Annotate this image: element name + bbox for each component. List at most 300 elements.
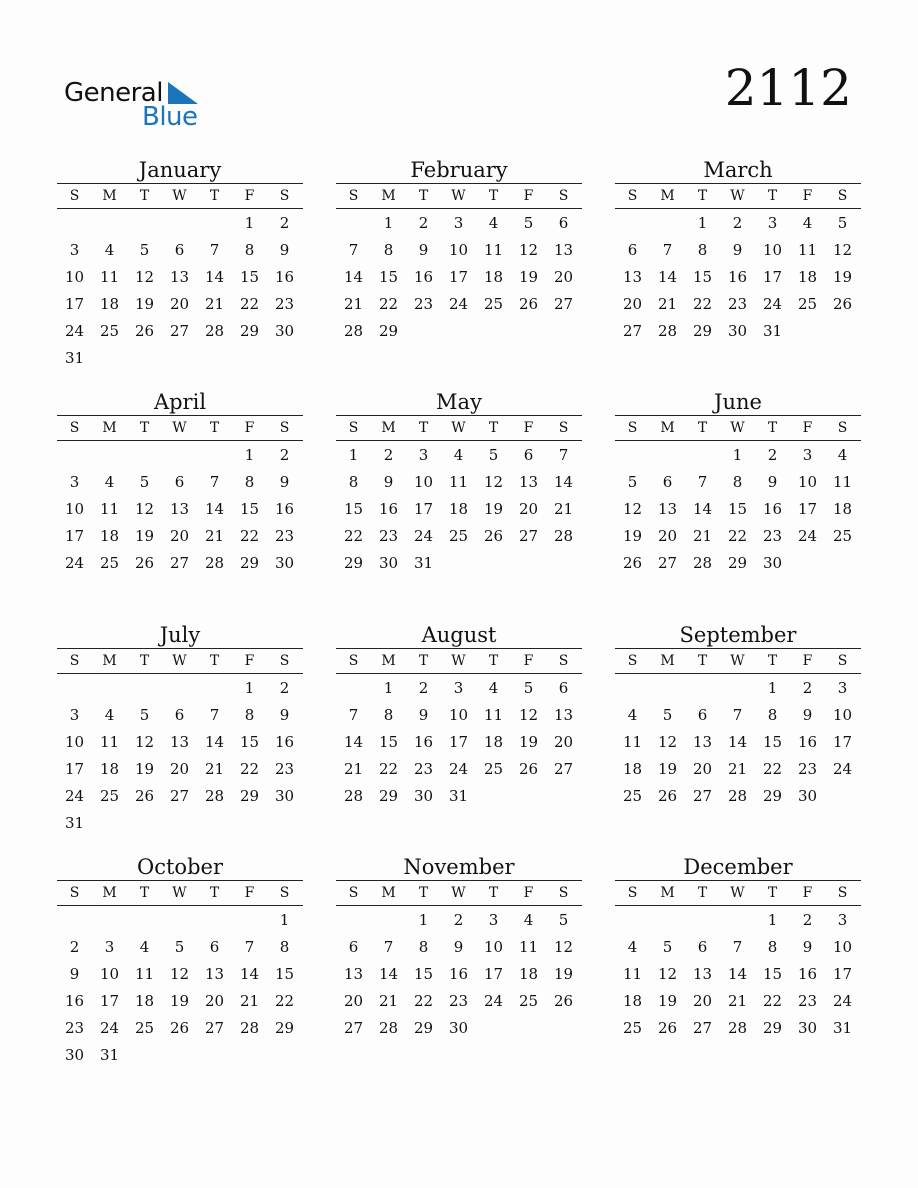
day-cell: 6 xyxy=(558,679,569,697)
weekday-label: M xyxy=(660,188,675,204)
day-cell: 9 xyxy=(279,706,290,724)
day-cell: 30 xyxy=(378,554,399,572)
day-cell: 30 xyxy=(274,554,295,572)
day-cell: 17 xyxy=(483,965,504,983)
day-cell: 25 xyxy=(832,527,853,545)
day-cell: 18 xyxy=(448,500,469,518)
day-cell: 3 xyxy=(453,679,464,697)
weekday-label: F xyxy=(244,885,255,901)
day-cell: 6 xyxy=(627,241,638,259)
weekday-label: S xyxy=(627,420,638,436)
day-cell: 23 xyxy=(797,760,818,778)
day-cell: 3 xyxy=(767,214,778,232)
day-cell: 19 xyxy=(134,760,155,778)
day-cell: 16 xyxy=(797,733,818,751)
week-row xyxy=(336,756,582,783)
weekday-label: T xyxy=(418,885,429,901)
month-title: September xyxy=(679,623,797,647)
week-row xyxy=(336,961,582,988)
day-cell: 27 xyxy=(692,1019,713,1037)
day-cell: 24 xyxy=(64,322,85,340)
weekday-label: W xyxy=(451,885,466,901)
weekday-label: W xyxy=(730,420,745,436)
day-cell: 8 xyxy=(418,938,429,956)
day-cell: 24 xyxy=(762,295,783,313)
day-cell: 20 xyxy=(204,992,225,1010)
weekday-label: T xyxy=(209,653,220,669)
empty-day-cell xyxy=(790,318,825,345)
day-cell: 20 xyxy=(169,295,190,313)
day-cell: 1 xyxy=(383,214,394,232)
day-cell: 16 xyxy=(762,500,783,518)
day-cell: 6 xyxy=(662,473,673,491)
empty-day-cell xyxy=(162,345,197,372)
week-row xyxy=(615,783,861,810)
month-title: June xyxy=(714,390,762,414)
day-cell: 9 xyxy=(802,706,813,724)
day-cell: 12 xyxy=(134,268,155,286)
day-cell: 25 xyxy=(483,760,504,778)
day-cell: 22 xyxy=(378,760,399,778)
day-cell: 15 xyxy=(378,733,399,751)
weekday-label: W xyxy=(730,653,745,669)
day-cell: 7 xyxy=(697,473,708,491)
weekday-header-row xyxy=(615,184,861,208)
day-cell: 3 xyxy=(104,938,115,956)
day-cell: 21 xyxy=(204,295,225,313)
empty-day-cell xyxy=(685,675,720,702)
week-row xyxy=(615,442,861,469)
weekday-label: T xyxy=(139,885,150,901)
week-row xyxy=(57,1042,303,1069)
day-cell: 31 xyxy=(762,322,783,340)
day-cell: 9 xyxy=(69,965,80,983)
day-cell: 3 xyxy=(837,679,848,697)
week-row xyxy=(57,264,303,291)
weekday-label: F xyxy=(523,885,534,901)
day-cell: 17 xyxy=(99,992,120,1010)
day-cell: 21 xyxy=(657,295,678,313)
day-cell: 14 xyxy=(239,965,260,983)
day-cell: 27 xyxy=(204,1019,225,1037)
day-cell: 11 xyxy=(448,473,469,491)
day-cell: 16 xyxy=(274,268,295,286)
weekday-label: M xyxy=(381,188,396,204)
day-cell: 4 xyxy=(627,938,638,956)
day-cell: 19 xyxy=(518,268,539,286)
day-cell: 11 xyxy=(99,500,120,518)
week-row xyxy=(336,702,582,729)
day-cell: 26 xyxy=(657,787,678,805)
week-row xyxy=(615,550,861,577)
empty-day-cell xyxy=(650,675,685,702)
month-january xyxy=(57,157,303,372)
day-cell: 19 xyxy=(657,760,678,778)
weekday-header-row xyxy=(336,649,582,673)
day-cell: 9 xyxy=(418,706,429,724)
day-cell: 9 xyxy=(732,241,743,259)
weekday-label: F xyxy=(523,188,534,204)
empty-day-cell xyxy=(232,345,267,372)
day-cell: 12 xyxy=(169,965,190,983)
week-row xyxy=(57,729,303,756)
day-cell: 25 xyxy=(99,554,120,572)
day-cell: 13 xyxy=(169,733,190,751)
day-cell: 14 xyxy=(204,500,225,518)
week-row xyxy=(615,237,861,264)
day-cell: 13 xyxy=(657,500,678,518)
week-row xyxy=(57,523,303,550)
empty-day-cell xyxy=(825,318,860,345)
weekday-label: S xyxy=(69,653,80,669)
day-cell: 27 xyxy=(553,295,574,313)
weekday-header-row xyxy=(57,184,303,208)
day-cell: 18 xyxy=(622,992,643,1010)
day-cell: 2 xyxy=(802,679,813,697)
day-cell: 19 xyxy=(622,527,643,545)
weekday-label: W xyxy=(451,188,466,204)
month-title: February xyxy=(410,158,508,182)
day-cell: 16 xyxy=(727,268,748,286)
day-cell: 1 xyxy=(697,214,708,232)
day-cell: 28 xyxy=(204,787,225,805)
day-cell: 7 xyxy=(348,706,359,724)
day-cell: 11 xyxy=(483,241,504,259)
weekday-label: S xyxy=(627,653,638,669)
empty-day-cell xyxy=(825,550,860,577)
day-cell: 12 xyxy=(657,733,678,751)
weekday-label: S xyxy=(837,885,848,901)
weekday-label: S xyxy=(279,653,290,669)
day-cell: 3 xyxy=(418,446,429,464)
week-row xyxy=(336,318,582,345)
empty-day-cell xyxy=(476,550,511,577)
day-cell: 1 xyxy=(767,911,778,929)
weekday-header-row xyxy=(336,416,582,440)
weekday-label: S xyxy=(627,188,638,204)
day-cell: 10 xyxy=(448,241,469,259)
day-cell: 29 xyxy=(274,1019,295,1037)
empty-day-cell xyxy=(685,442,720,469)
week-row xyxy=(615,264,861,291)
weekday-label: T xyxy=(139,653,150,669)
day-cell: 10 xyxy=(832,706,853,724)
day-cell: 21 xyxy=(239,992,260,1010)
day-cell: 26 xyxy=(134,554,155,572)
day-cell: 3 xyxy=(837,911,848,929)
empty-day-cell xyxy=(197,210,232,237)
day-cell: 3 xyxy=(802,446,813,464)
day-cell: 25 xyxy=(448,527,469,545)
week-row xyxy=(57,496,303,523)
week-row xyxy=(57,469,303,496)
day-cell: 9 xyxy=(418,241,429,259)
day-cell: 20 xyxy=(553,733,574,751)
day-cell: 28 xyxy=(343,322,364,340)
weekday-header-row xyxy=(615,881,861,905)
day-cell: 15 xyxy=(239,500,260,518)
weekday-label: T xyxy=(488,653,499,669)
day-cell: 17 xyxy=(448,733,469,751)
day-cell: 23 xyxy=(727,295,748,313)
day-cell: 27 xyxy=(169,787,190,805)
weekday-label: T xyxy=(418,653,429,669)
day-cell: 29 xyxy=(762,787,783,805)
day-cell: 10 xyxy=(99,965,120,983)
day-cell: 12 xyxy=(832,241,853,259)
day-cell: 29 xyxy=(239,787,260,805)
day-cell: 16 xyxy=(274,500,295,518)
weekday-label: T xyxy=(767,885,778,901)
empty-day-cell xyxy=(232,907,267,934)
week-row xyxy=(57,907,303,934)
day-cell: 15 xyxy=(378,268,399,286)
day-cell: 7 xyxy=(348,241,359,259)
day-cell: 28 xyxy=(553,527,574,545)
day-cell: 24 xyxy=(413,527,434,545)
day-cell: 23 xyxy=(378,527,399,545)
weekday-label: S xyxy=(348,188,359,204)
day-cell: 12 xyxy=(483,473,504,491)
empty-day-cell xyxy=(267,345,302,372)
empty-day-cell xyxy=(511,550,546,577)
day-cell: 30 xyxy=(64,1046,85,1064)
weekday-header-row xyxy=(615,649,861,673)
empty-day-cell xyxy=(441,550,476,577)
day-cell: 13 xyxy=(169,268,190,286)
month-title: May xyxy=(436,390,482,414)
day-cell: 20 xyxy=(518,500,539,518)
weekday-label: T xyxy=(209,188,220,204)
day-cell: 22 xyxy=(239,527,260,545)
empty-day-cell xyxy=(197,442,232,469)
day-cell: 10 xyxy=(762,241,783,259)
weekday-label: F xyxy=(523,653,534,669)
empty-day-cell xyxy=(336,907,371,934)
day-cell: 1 xyxy=(244,214,255,232)
week-row xyxy=(57,934,303,961)
day-cell: 26 xyxy=(483,527,504,545)
day-cell: 1 xyxy=(767,679,778,697)
day-cell: 1 xyxy=(244,446,255,464)
day-cell: 4 xyxy=(837,446,848,464)
empty-day-cell xyxy=(546,783,581,810)
day-cell: 11 xyxy=(134,965,155,983)
week-row xyxy=(57,783,303,810)
day-cell: 22 xyxy=(692,295,713,313)
day-cell: 17 xyxy=(448,268,469,286)
day-cell: 10 xyxy=(64,500,85,518)
day-cell: 18 xyxy=(99,760,120,778)
day-cell: 5 xyxy=(523,679,534,697)
day-cell: 28 xyxy=(657,322,678,340)
empty-day-cell xyxy=(267,1042,302,1069)
weekday-label: F xyxy=(523,420,534,436)
empty-day-cell xyxy=(790,550,825,577)
weekday-label: F xyxy=(802,188,813,204)
week-row xyxy=(615,210,861,237)
weekday-label: M xyxy=(660,885,675,901)
empty-day-cell xyxy=(720,675,755,702)
empty-day-cell xyxy=(441,318,476,345)
day-cell: 12 xyxy=(134,500,155,518)
week-row xyxy=(336,264,582,291)
week-row xyxy=(615,496,861,523)
day-cell: 27 xyxy=(518,527,539,545)
day-cell: 11 xyxy=(622,965,643,983)
day-cell: 2 xyxy=(732,214,743,232)
weekday-label: F xyxy=(802,420,813,436)
week-row xyxy=(57,756,303,783)
day-cell: 20 xyxy=(622,295,643,313)
day-cell: 26 xyxy=(553,992,574,1010)
day-cell: 8 xyxy=(767,938,778,956)
day-cell: 2 xyxy=(383,446,394,464)
day-cell: 23 xyxy=(762,527,783,545)
day-cell: 10 xyxy=(797,473,818,491)
day-cell: 18 xyxy=(134,992,155,1010)
day-cell: 2 xyxy=(802,911,813,929)
day-cell: 13 xyxy=(692,733,713,751)
weekday-label: W xyxy=(730,188,745,204)
day-cell: 30 xyxy=(797,1019,818,1037)
empty-day-cell xyxy=(92,675,127,702)
day-cell: 14 xyxy=(692,500,713,518)
day-cell: 13 xyxy=(553,706,574,724)
weekday-label: S xyxy=(558,420,569,436)
week-row xyxy=(615,523,861,550)
day-cell: 21 xyxy=(378,992,399,1010)
empty-day-cell xyxy=(162,1042,197,1069)
month-title: January xyxy=(138,158,222,182)
day-cell: 8 xyxy=(383,241,394,259)
day-cell: 1 xyxy=(732,446,743,464)
day-cell: 28 xyxy=(239,1019,260,1037)
day-cell: 1 xyxy=(348,446,359,464)
day-cell: 18 xyxy=(483,268,504,286)
week-row xyxy=(336,729,582,756)
empty-day-cell xyxy=(476,783,511,810)
day-cell: 19 xyxy=(518,733,539,751)
empty-day-cell xyxy=(511,318,546,345)
day-cell: 24 xyxy=(99,1019,120,1037)
day-cell: 17 xyxy=(797,500,818,518)
day-cell: 21 xyxy=(343,760,364,778)
week-row xyxy=(615,702,861,729)
week-row xyxy=(336,523,582,550)
day-cell: 9 xyxy=(279,473,290,491)
day-cell: 13 xyxy=(204,965,225,983)
day-cell: 30 xyxy=(797,787,818,805)
day-cell: 22 xyxy=(378,295,399,313)
day-cell: 16 xyxy=(64,992,85,1010)
day-cell: 28 xyxy=(204,554,225,572)
day-cell: 13 xyxy=(518,473,539,491)
empty-day-cell xyxy=(267,810,302,837)
day-cell: 4 xyxy=(139,938,150,956)
day-cell: 13 xyxy=(169,500,190,518)
week-row xyxy=(336,210,582,237)
day-cell: 7 xyxy=(732,706,743,724)
month-april xyxy=(57,389,303,577)
month-title: December xyxy=(683,855,793,879)
weekday-header-row xyxy=(336,881,582,905)
day-cell: 15 xyxy=(762,733,783,751)
empty-day-cell xyxy=(825,783,860,810)
empty-day-cell xyxy=(57,907,92,934)
weekday-header-row xyxy=(57,416,303,440)
day-cell: 26 xyxy=(518,295,539,313)
day-cell: 27 xyxy=(657,554,678,572)
day-cell: 24 xyxy=(448,295,469,313)
day-cell: 22 xyxy=(727,527,748,545)
week-row xyxy=(615,291,861,318)
week-row xyxy=(57,210,303,237)
day-cell: 26 xyxy=(518,760,539,778)
week-row xyxy=(57,1015,303,1042)
empty-day-cell xyxy=(546,318,581,345)
day-cell: 14 xyxy=(727,733,748,751)
day-cell: 16 xyxy=(378,500,399,518)
empty-day-cell xyxy=(546,1015,581,1042)
day-cell: 22 xyxy=(413,992,434,1010)
week-row xyxy=(336,496,582,523)
empty-day-cell xyxy=(92,907,127,934)
weekday-header-row xyxy=(57,881,303,905)
day-cell: 12 xyxy=(518,241,539,259)
week-row xyxy=(57,550,303,577)
weekday-label: M xyxy=(660,653,675,669)
day-cell: 14 xyxy=(727,965,748,983)
day-cell: 28 xyxy=(727,787,748,805)
day-cell: 20 xyxy=(692,760,713,778)
day-cell: 2 xyxy=(279,446,290,464)
day-cell: 28 xyxy=(692,554,713,572)
weekday-label: T xyxy=(209,885,220,901)
empty-day-cell xyxy=(650,210,685,237)
day-cell: 23 xyxy=(274,760,295,778)
day-cell: 19 xyxy=(553,965,574,983)
month-october xyxy=(57,854,303,1069)
day-cell: 12 xyxy=(553,938,574,956)
day-cell: 31 xyxy=(64,349,85,367)
day-cell: 23 xyxy=(413,760,434,778)
day-cell: 13 xyxy=(692,965,713,983)
day-cell: 17 xyxy=(832,733,853,751)
day-cell: 3 xyxy=(453,214,464,232)
day-cell: 1 xyxy=(279,911,290,929)
day-cell: 17 xyxy=(64,295,85,313)
day-cell: 9 xyxy=(453,938,464,956)
day-cell: 11 xyxy=(832,473,853,491)
logo-triangle-icon xyxy=(168,82,198,104)
weekday-label: M xyxy=(381,885,396,901)
day-cell: 14 xyxy=(204,733,225,751)
day-cell: 26 xyxy=(134,787,155,805)
day-cell: 18 xyxy=(832,500,853,518)
week-row xyxy=(615,1015,861,1042)
weekday-label: W xyxy=(172,420,187,436)
day-cell: 25 xyxy=(797,295,818,313)
weekday-label: M xyxy=(381,653,396,669)
day-cell: 2 xyxy=(453,911,464,929)
empty-day-cell xyxy=(127,210,162,237)
weekday-label: T xyxy=(139,420,150,436)
weekday-label: T xyxy=(488,188,499,204)
weekday-label: S xyxy=(279,885,290,901)
day-cell: 11 xyxy=(99,733,120,751)
weekday-label: M xyxy=(102,885,117,901)
